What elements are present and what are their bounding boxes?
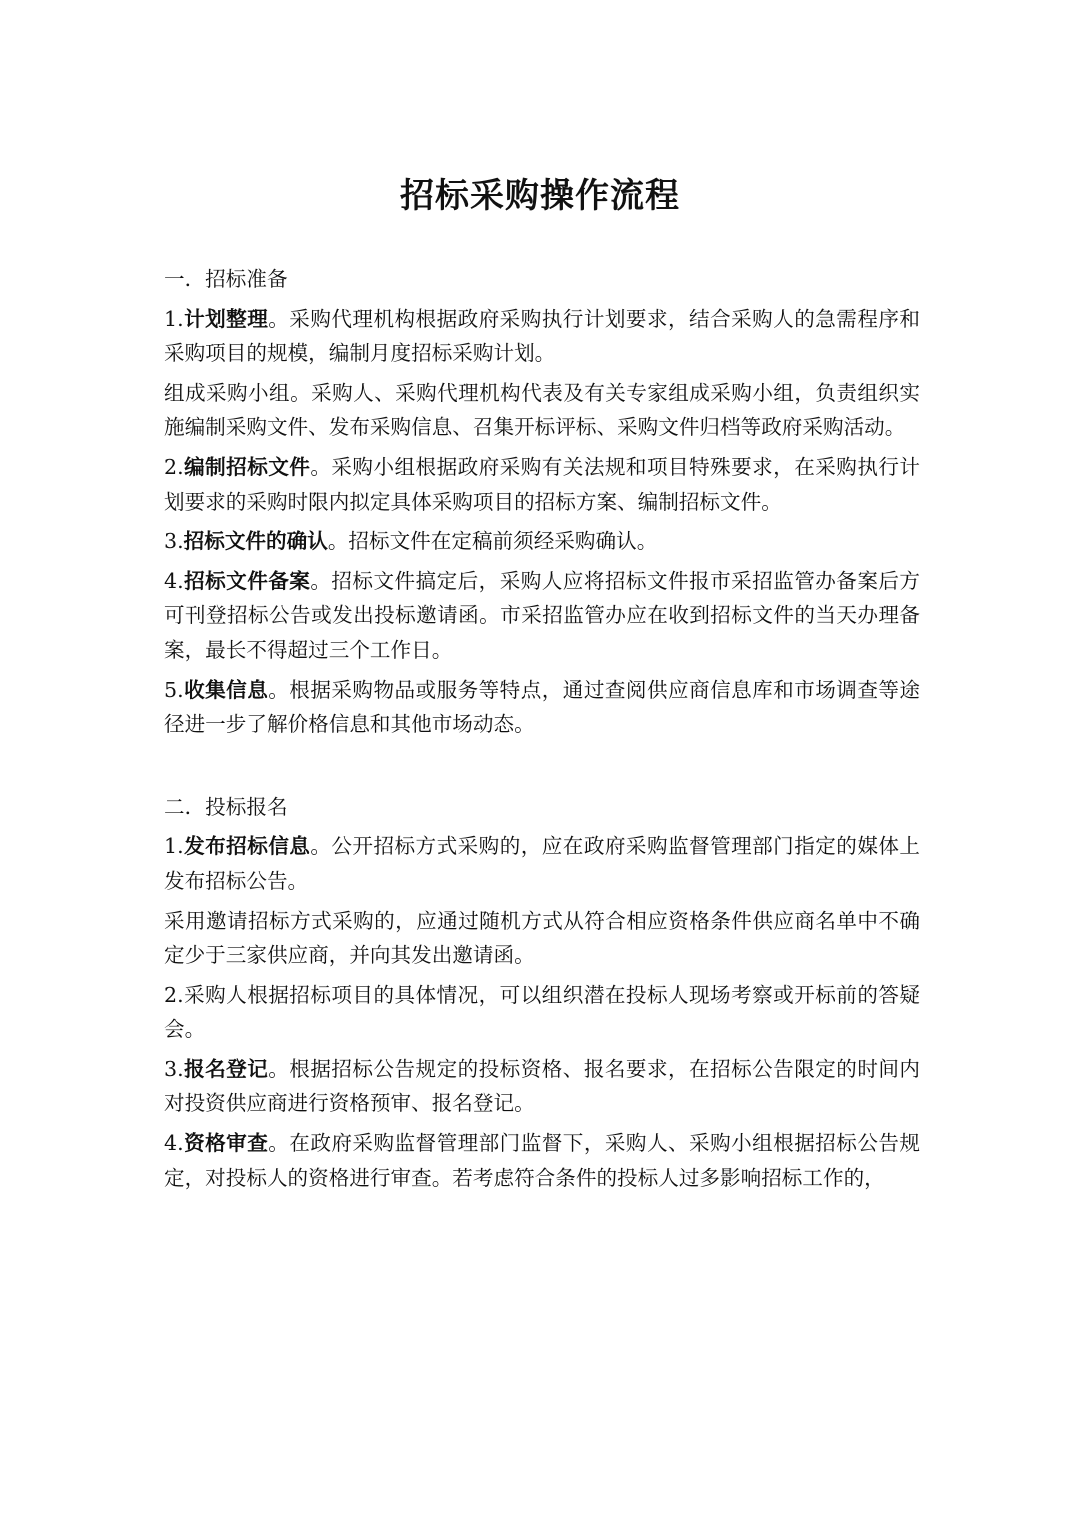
paragraph <box>164 1052 920 1121</box>
paragraph-number: 1. <box>164 834 184 859</box>
paragraph-number: 3. <box>164 1056 184 1081</box>
paragraph-number: 1. <box>164 306 184 331</box>
paragraph <box>164 524 920 559</box>
paragraph-text: 采购人根据招标项目的具体情况，可以组织潜在投标人现场考察或开标前的答疑会。 <box>164 982 920 1042</box>
paragraph-keyword: 发布招标信息 <box>183 834 311 859</box>
paragraph-number: 2. <box>164 454 184 479</box>
paragraph-number: 5. <box>164 677 184 702</box>
paragraph-text: 。招标文件搞定后，采购人应将招标文件报市采招监管办备案后方可刊登招标公告或发出投标邀请函。市采招监管办应在收到招标文件的当天办理备案，最长不得超过三个工作日。 <box>164 568 921 662</box>
paragraph <box>164 1126 920 1195</box>
paragraph <box>164 376 920 445</box>
paragraph <box>164 564 920 668</box>
paragraph-text: 。根据采购物品或服务等特点，通过查阅供应商信息库和市场调查等途径进一步了解价格信息和其他市场动态。 <box>164 677 921 737</box>
paragraph <box>164 829 920 898</box>
paragraph-text: 。招标文件在定稿前须经采购确认。 <box>327 529 658 554</box>
paragraph-text: 组成采购小组。采购人、采购代理机构代表及有关专家组成采购小组，负责组织实施编制采购文件、发布采购信息、召集开标评标、采购文件归档等政府采购活动。 <box>164 380 920 440</box>
paragraph-text: 采用邀请招标方式采购的，应通过随机方式从符合相应资格条件供应商名单中不确定少于三家供应商，并向其发出邀请函。 <box>164 908 920 968</box>
paragraph-number: 2. <box>164 982 184 1007</box>
paragraph-text: 。采购小组根据政府采购有关法规和项目特殊要求，在采购执行计划要求的采购时限内拟定具体采购项目的招标方案、编制招标文件。 <box>164 454 921 514</box>
paragraph-keyword: 报名登记 <box>183 1056 269 1081</box>
document-title: 招标采购操作流程 <box>400 176 680 216</box>
paragraph <box>164 904 920 973</box>
section-heading: 二．投标报名 <box>164 794 288 819</box>
paragraph-keyword: 招标文件的确认 <box>183 529 328 554</box>
paragraph-text: 。公开招标方式采购的，应在政府采购监督管理部门指定的媒体上发布招标公告。 <box>164 834 921 893</box>
paragraph-keyword: 招标文件备案 <box>183 568 311 593</box>
paragraph <box>164 673 920 742</box>
paragraph-text: 。根据招标公告规定的投标资格、报名要求，在招标公告限定的时间内对投资供应商进行资格预审、报名登记。 <box>164 1056 921 1116</box>
paragraph-keyword: 计划整理 <box>183 306 269 331</box>
paragraph-keyword: 编制招标文件 <box>183 454 311 479</box>
paragraph <box>164 978 920 1047</box>
paragraph <box>164 450 920 519</box>
paragraph-number: 3. <box>164 529 184 554</box>
document-body <box>164 262 920 1200</box>
section-heading: 一．招标准备 <box>164 267 288 291</box>
paragraph-keyword: 收集信息 <box>183 677 269 702</box>
paragraph-number: 4. <box>164 1131 184 1156</box>
paragraph-number: 4. <box>164 568 184 593</box>
paragraph-keyword: 资格审查 <box>183 1131 269 1156</box>
paragraph-text: 。在政府采购监督管理部门监督下，采购人、采购小组根据招标公告规定，对投标人的资格进行审查。若考虑符合条件的投标人过多影响招标工作的， <box>164 1131 921 1190</box>
paragraph-text: 。采购代理机构根据政府采购执行计划要求，结合采购人的急需程序和采购项目的规模，编制月度招标采购计划。 <box>164 306 921 366</box>
paragraph <box>164 302 920 371</box>
